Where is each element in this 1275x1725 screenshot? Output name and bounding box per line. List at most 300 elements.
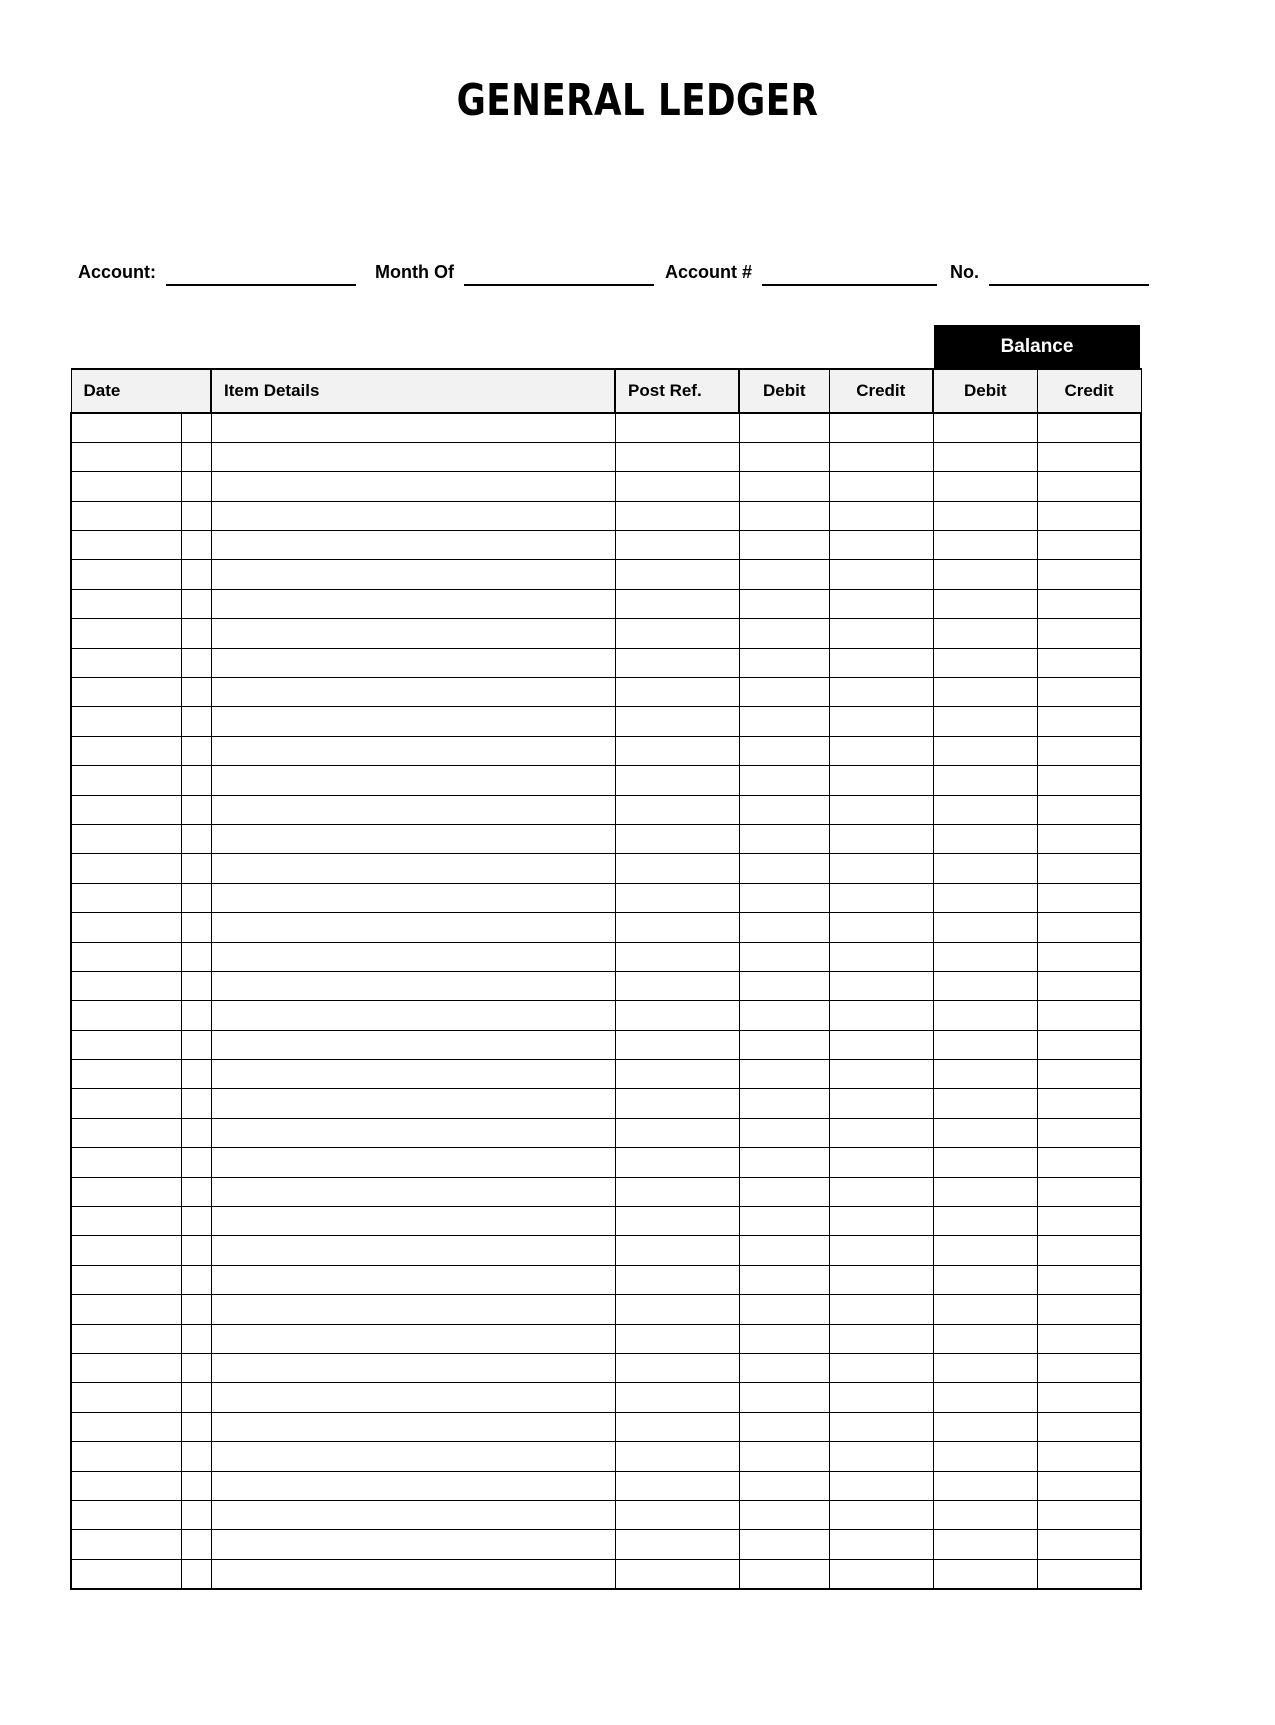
cell-balance-debit[interactable]: [933, 1236, 1037, 1265]
cell-item-details[interactable]: [211, 619, 615, 648]
cell-post-ref[interactable]: [615, 1060, 739, 1089]
cell-balance-credit[interactable]: [1037, 736, 1141, 765]
cell-date-2[interactable]: [181, 1148, 211, 1177]
cell-date-1[interactable]: [71, 589, 181, 618]
cell-credit[interactable]: [829, 1001, 933, 1030]
cell-debit[interactable]: [739, 1089, 829, 1118]
cell-date-2[interactable]: [181, 1236, 211, 1265]
cell-debit[interactable]: [739, 1383, 829, 1412]
cell-date-1[interactable]: [71, 1324, 181, 1353]
cell-balance-debit[interactable]: [933, 1001, 1037, 1030]
cell-balance-debit[interactable]: [933, 560, 1037, 589]
cell-date-2[interactable]: [181, 1207, 211, 1236]
cell-credit[interactable]: [829, 1030, 933, 1059]
cell-balance-debit[interactable]: [933, 1030, 1037, 1059]
cell-post-ref[interactable]: [615, 766, 739, 795]
cell-date-2[interactable]: [181, 1471, 211, 1500]
cell-post-ref[interactable]: [615, 1471, 739, 1500]
cell-item-details[interactable]: [211, 942, 615, 971]
cell-balance-debit[interactable]: [933, 1060, 1037, 1089]
cell-balance-debit[interactable]: [933, 1412, 1037, 1441]
cell-date-1[interactable]: [71, 854, 181, 883]
cell-debit[interactable]: [739, 736, 829, 765]
cell-debit[interactable]: [739, 1295, 829, 1324]
cell-balance-credit[interactable]: [1037, 1354, 1141, 1383]
cell-item-details[interactable]: [211, 1207, 615, 1236]
cell-date-2[interactable]: [181, 1500, 211, 1529]
cell-debit[interactable]: [739, 560, 829, 589]
cell-post-ref[interactable]: [615, 1412, 739, 1441]
cell-balance-debit[interactable]: [933, 1324, 1037, 1353]
cell-date-1[interactable]: [71, 472, 181, 501]
cell-debit[interactable]: [739, 1236, 829, 1265]
cell-date-2[interactable]: [181, 824, 211, 853]
cell-credit[interactable]: [829, 1295, 933, 1324]
cell-balance-credit[interactable]: [1037, 589, 1141, 618]
cell-date-2[interactable]: [181, 531, 211, 560]
cell-credit[interactable]: [829, 1060, 933, 1089]
cell-post-ref[interactable]: [615, 1530, 739, 1559]
cell-date-1[interactable]: [71, 1559, 181, 1588]
cell-date-2[interactable]: [181, 795, 211, 824]
cell-credit[interactable]: [829, 707, 933, 736]
cell-balance-credit[interactable]: [1037, 1060, 1141, 1089]
cell-post-ref[interactable]: [615, 1324, 739, 1353]
cell-post-ref[interactable]: [615, 1442, 739, 1471]
cell-balance-debit[interactable]: [933, 1442, 1037, 1471]
cell-credit[interactable]: [829, 766, 933, 795]
cell-item-details[interactable]: [211, 501, 615, 530]
cell-debit[interactable]: [739, 1030, 829, 1059]
cell-balance-credit[interactable]: [1037, 1412, 1141, 1441]
cell-credit[interactable]: [829, 648, 933, 677]
cell-post-ref[interactable]: [615, 531, 739, 560]
cell-date-1[interactable]: [71, 678, 181, 707]
cell-credit[interactable]: [829, 1354, 933, 1383]
cell-balance-debit[interactable]: [933, 413, 1037, 442]
cell-balance-debit[interactable]: [933, 501, 1037, 530]
cell-post-ref[interactable]: [615, 1148, 739, 1177]
cell-date-1[interactable]: [71, 1383, 181, 1412]
cell-balance-credit[interactable]: [1037, 413, 1141, 442]
cell-date-2[interactable]: [181, 1295, 211, 1324]
cell-balance-debit[interactable]: [933, 1089, 1037, 1118]
cell-credit[interactable]: [829, 1559, 933, 1588]
cell-date-2[interactable]: [181, 501, 211, 530]
cell-date-1[interactable]: [71, 560, 181, 589]
cell-date-2[interactable]: [181, 1559, 211, 1588]
cell-debit[interactable]: [739, 589, 829, 618]
cell-credit[interactable]: [829, 472, 933, 501]
cell-balance-credit[interactable]: [1037, 971, 1141, 1000]
cell-balance-debit[interactable]: [933, 648, 1037, 677]
cell-post-ref[interactable]: [615, 1236, 739, 1265]
cell-debit[interactable]: [739, 795, 829, 824]
cell-balance-debit[interactable]: [933, 942, 1037, 971]
cell-date-1[interactable]: [71, 1177, 181, 1206]
cell-debit[interactable]: [739, 413, 829, 442]
cell-balance-credit[interactable]: [1037, 1471, 1141, 1500]
cell-item-details[interactable]: [211, 442, 615, 471]
cell-balance-debit[interactable]: [933, 766, 1037, 795]
cell-balance-credit[interactable]: [1037, 854, 1141, 883]
cell-item-details[interactable]: [211, 1060, 615, 1089]
cell-balance-debit[interactable]: [933, 1354, 1037, 1383]
cell-balance-debit[interactable]: [933, 678, 1037, 707]
cell-balance-credit[interactable]: [1037, 1530, 1141, 1559]
cell-post-ref[interactable]: [615, 1383, 739, 1412]
cell-debit[interactable]: [739, 1324, 829, 1353]
cell-debit[interactable]: [739, 971, 829, 1000]
cell-balance-credit[interactable]: [1037, 1207, 1141, 1236]
cell-credit[interactable]: [829, 1148, 933, 1177]
cell-debit[interactable]: [739, 648, 829, 677]
cell-date-1[interactable]: [71, 1412, 181, 1441]
cell-date-2[interactable]: [181, 913, 211, 942]
cell-date-1[interactable]: [71, 736, 181, 765]
cell-item-details[interactable]: [211, 1354, 615, 1383]
cell-balance-credit[interactable]: [1037, 619, 1141, 648]
cell-balance-credit[interactable]: [1037, 1383, 1141, 1412]
cell-item-details[interactable]: [211, 707, 615, 736]
cell-date-2[interactable]: [181, 766, 211, 795]
cell-post-ref[interactable]: [615, 1118, 739, 1147]
cell-credit[interactable]: [829, 589, 933, 618]
cell-credit[interactable]: [829, 1207, 933, 1236]
cell-debit[interactable]: [739, 913, 829, 942]
cell-balance-debit[interactable]: [933, 1295, 1037, 1324]
cell-credit[interactable]: [829, 501, 933, 530]
cell-date-1[interactable]: [71, 1001, 181, 1030]
cell-balance-debit[interactable]: [933, 1530, 1037, 1559]
cell-credit[interactable]: [829, 1412, 933, 1441]
cell-balance-debit[interactable]: [933, 1207, 1037, 1236]
cell-credit[interactable]: [829, 531, 933, 560]
cell-date-1[interactable]: [71, 1236, 181, 1265]
cell-debit[interactable]: [739, 1060, 829, 1089]
cell-item-details[interactable]: [211, 1442, 615, 1471]
cell-date-2[interactable]: [181, 736, 211, 765]
cell-date-2[interactable]: [181, 1324, 211, 1353]
cell-balance-debit[interactable]: [933, 1148, 1037, 1177]
cell-date-2[interactable]: [181, 971, 211, 1000]
no-field[interactable]: [950, 252, 1149, 286]
cell-item-details[interactable]: [211, 824, 615, 853]
cell-debit[interactable]: [739, 472, 829, 501]
cell-credit[interactable]: [829, 883, 933, 912]
cell-date-1[interactable]: [71, 883, 181, 912]
cell-debit[interactable]: [739, 1177, 829, 1206]
cell-debit[interactable]: [739, 1148, 829, 1177]
cell-debit[interactable]: [739, 1412, 829, 1441]
cell-date-1[interactable]: [71, 413, 181, 442]
cell-credit[interactable]: [829, 560, 933, 589]
cell-item-details[interactable]: [211, 560, 615, 589]
cell-credit[interactable]: [829, 619, 933, 648]
cell-date-2[interactable]: [181, 472, 211, 501]
cell-balance-credit[interactable]: [1037, 442, 1141, 471]
cell-item-details[interactable]: [211, 736, 615, 765]
cell-date-2[interactable]: [181, 413, 211, 442]
cell-balance-credit[interactable]: [1037, 1030, 1141, 1059]
cell-item-details[interactable]: [211, 766, 615, 795]
cell-balance-debit[interactable]: [933, 1500, 1037, 1529]
cell-credit[interactable]: [829, 824, 933, 853]
cell-date-1[interactable]: [71, 795, 181, 824]
cell-date-2[interactable]: [181, 1412, 211, 1441]
cell-credit[interactable]: [829, 1324, 933, 1353]
cell-date-2[interactable]: [181, 942, 211, 971]
cell-post-ref[interactable]: [615, 707, 739, 736]
cell-credit[interactable]: [829, 1500, 933, 1529]
cell-debit[interactable]: [739, 883, 829, 912]
cell-post-ref[interactable]: [615, 678, 739, 707]
cell-credit[interactable]: [829, 1471, 933, 1500]
cell-item-details[interactable]: [211, 1177, 615, 1206]
cell-date-2[interactable]: [181, 648, 211, 677]
cell-balance-credit[interactable]: [1037, 1442, 1141, 1471]
cell-post-ref[interactable]: [615, 736, 739, 765]
cell-credit[interactable]: [829, 1089, 933, 1118]
cell-post-ref[interactable]: [615, 1295, 739, 1324]
cell-post-ref[interactable]: [615, 472, 739, 501]
cell-date-2[interactable]: [181, 1265, 211, 1294]
cell-item-details[interactable]: [211, 883, 615, 912]
cell-balance-credit[interactable]: [1037, 795, 1141, 824]
cell-date-1[interactable]: [71, 1030, 181, 1059]
month-of-field[interactable]: [375, 252, 654, 286]
cell-date-2[interactable]: [181, 442, 211, 471]
cell-item-details[interactable]: [211, 1559, 615, 1588]
cell-debit[interactable]: [739, 766, 829, 795]
cell-balance-credit[interactable]: [1037, 1559, 1141, 1588]
cell-balance-credit[interactable]: [1037, 1118, 1141, 1147]
cell-credit[interactable]: [829, 736, 933, 765]
cell-debit[interactable]: [739, 1354, 829, 1383]
cell-debit[interactable]: [739, 678, 829, 707]
cell-post-ref[interactable]: [615, 971, 739, 1000]
cell-post-ref[interactable]: [615, 413, 739, 442]
cell-debit[interactable]: [739, 1265, 829, 1294]
cell-balance-debit[interactable]: [933, 824, 1037, 853]
cell-post-ref[interactable]: [615, 501, 739, 530]
cell-post-ref[interactable]: [615, 824, 739, 853]
cell-debit[interactable]: [739, 619, 829, 648]
cell-post-ref[interactable]: [615, 883, 739, 912]
cell-date-1[interactable]: [71, 648, 181, 677]
cell-date-2[interactable]: [181, 1030, 211, 1059]
cell-post-ref[interactable]: [615, 795, 739, 824]
cell-balance-credit[interactable]: [1037, 942, 1141, 971]
cell-date-1[interactable]: [71, 971, 181, 1000]
cell-credit[interactable]: [829, 795, 933, 824]
cell-item-details[interactable]: [211, 1295, 615, 1324]
cell-date-2[interactable]: [181, 854, 211, 883]
cell-credit[interactable]: [829, 413, 933, 442]
cell-post-ref[interactable]: [615, 619, 739, 648]
cell-balance-credit[interactable]: [1037, 824, 1141, 853]
cell-balance-credit[interactable]: [1037, 1295, 1141, 1324]
cell-credit[interactable]: [829, 1265, 933, 1294]
cell-credit[interactable]: [829, 913, 933, 942]
cell-item-details[interactable]: [211, 795, 615, 824]
cell-date-2[interactable]: [181, 883, 211, 912]
cell-date-1[interactable]: [71, 442, 181, 471]
cell-debit[interactable]: [739, 1118, 829, 1147]
cell-date-1[interactable]: [71, 1118, 181, 1147]
cell-balance-debit[interactable]: [933, 619, 1037, 648]
cell-date-2[interactable]: [181, 589, 211, 618]
cell-item-details[interactable]: [211, 1089, 615, 1118]
cell-item-details[interactable]: [211, 1530, 615, 1559]
cell-credit[interactable]: [829, 1442, 933, 1471]
cell-balance-debit[interactable]: [933, 795, 1037, 824]
cell-debit[interactable]: [739, 942, 829, 971]
cell-post-ref[interactable]: [615, 1030, 739, 1059]
cell-date-2[interactable]: [181, 1001, 211, 1030]
cell-item-details[interactable]: [211, 1471, 615, 1500]
cell-balance-debit[interactable]: [933, 854, 1037, 883]
cell-date-2[interactable]: [181, 1089, 211, 1118]
cell-balance-credit[interactable]: [1037, 1265, 1141, 1294]
cell-date-1[interactable]: [71, 707, 181, 736]
cell-debit[interactable]: [739, 501, 829, 530]
cell-post-ref[interactable]: [615, 1500, 739, 1529]
cell-debit[interactable]: [739, 531, 829, 560]
cell-debit[interactable]: [739, 1442, 829, 1471]
cell-date-1[interactable]: [71, 1500, 181, 1529]
cell-credit[interactable]: [829, 442, 933, 471]
cell-date-1[interactable]: [71, 1089, 181, 1118]
cell-debit[interactable]: [739, 824, 829, 853]
cell-balance-credit[interactable]: [1037, 1177, 1141, 1206]
cell-balance-debit[interactable]: [933, 531, 1037, 560]
cell-debit[interactable]: [739, 707, 829, 736]
cell-balance-debit[interactable]: [933, 1559, 1037, 1588]
cell-post-ref[interactable]: [615, 854, 739, 883]
cell-balance-credit[interactable]: [1037, 560, 1141, 589]
cell-post-ref[interactable]: [615, 589, 739, 618]
cell-debit[interactable]: [739, 1001, 829, 1030]
cell-date-1[interactable]: [71, 1354, 181, 1383]
cell-item-details[interactable]: [211, 678, 615, 707]
cell-balance-credit[interactable]: [1037, 472, 1141, 501]
cell-date-2[interactable]: [181, 707, 211, 736]
cell-post-ref[interactable]: [615, 1177, 739, 1206]
cell-item-details[interactable]: [211, 1030, 615, 1059]
cell-credit[interactable]: [829, 678, 933, 707]
cell-date-1[interactable]: [71, 913, 181, 942]
cell-balance-credit[interactable]: [1037, 1324, 1141, 1353]
cell-credit[interactable]: [829, 1236, 933, 1265]
cell-post-ref[interactable]: [615, 942, 739, 971]
cell-item-details[interactable]: [211, 1412, 615, 1441]
cell-item-details[interactable]: [211, 1324, 615, 1353]
cell-debit[interactable]: [739, 1530, 829, 1559]
cell-item-details[interactable]: [211, 913, 615, 942]
cell-post-ref[interactable]: [615, 1089, 739, 1118]
account-number-field[interactable]: [665, 252, 937, 286]
cell-date-1[interactable]: [71, 531, 181, 560]
cell-date-1[interactable]: [71, 1471, 181, 1500]
cell-date-2[interactable]: [181, 619, 211, 648]
cell-balance-debit[interactable]: [933, 472, 1037, 501]
cell-balance-debit[interactable]: [933, 736, 1037, 765]
cell-balance-debit[interactable]: [933, 1265, 1037, 1294]
cell-balance-credit[interactable]: [1037, 766, 1141, 795]
cell-balance-credit[interactable]: [1037, 707, 1141, 736]
cell-date-1[interactable]: [71, 1295, 181, 1324]
cell-balance-credit[interactable]: [1037, 1236, 1141, 1265]
cell-credit[interactable]: [829, 1177, 933, 1206]
cell-balance-credit[interactable]: [1037, 648, 1141, 677]
cell-post-ref[interactable]: [615, 913, 739, 942]
account-number-input-line[interactable]: [762, 260, 937, 286]
cell-post-ref[interactable]: [615, 1207, 739, 1236]
cell-item-details[interactable]: [211, 1265, 615, 1294]
cell-date-2[interactable]: [181, 1530, 211, 1559]
cell-item-details[interactable]: [211, 971, 615, 1000]
cell-item-details[interactable]: [211, 1118, 615, 1147]
cell-date-2[interactable]: [181, 1354, 211, 1383]
cell-date-2[interactable]: [181, 1442, 211, 1471]
cell-date-1[interactable]: [71, 1207, 181, 1236]
cell-item-details[interactable]: [211, 1500, 615, 1529]
cell-balance-debit[interactable]: [933, 589, 1037, 618]
cell-balance-credit[interactable]: [1037, 913, 1141, 942]
cell-post-ref[interactable]: [615, 1559, 739, 1588]
cell-item-details[interactable]: [211, 1236, 615, 1265]
cell-post-ref[interactable]: [615, 1354, 739, 1383]
cell-date-2[interactable]: [181, 1118, 211, 1147]
cell-post-ref[interactable]: [615, 648, 739, 677]
cell-balance-debit[interactable]: [933, 1118, 1037, 1147]
cell-debit[interactable]: [739, 1471, 829, 1500]
cell-date-2[interactable]: [181, 1177, 211, 1206]
cell-item-details[interactable]: [211, 589, 615, 618]
cell-balance-debit[interactable]: [933, 971, 1037, 1000]
cell-item-details[interactable]: [211, 854, 615, 883]
cell-credit[interactable]: [829, 942, 933, 971]
cell-item-details[interactable]: [211, 1383, 615, 1412]
cell-date-1[interactable]: [71, 942, 181, 971]
cell-date-2[interactable]: [181, 678, 211, 707]
cell-item-details[interactable]: [211, 531, 615, 560]
cell-date-1[interactable]: [71, 619, 181, 648]
cell-balance-debit[interactable]: [933, 883, 1037, 912]
no-input-line[interactable]: [989, 260, 1149, 286]
cell-date-1[interactable]: [71, 1148, 181, 1177]
cell-item-details[interactable]: [211, 1001, 615, 1030]
cell-balance-debit[interactable]: [933, 1177, 1037, 1206]
cell-debit[interactable]: [739, 854, 829, 883]
cell-date-1[interactable]: [71, 501, 181, 530]
cell-balance-credit[interactable]: [1037, 1148, 1141, 1177]
cell-date-1[interactable]: [71, 1265, 181, 1294]
cell-credit[interactable]: [829, 1118, 933, 1147]
account-input-line[interactable]: [166, 260, 356, 286]
cell-date-2[interactable]: [181, 1383, 211, 1412]
cell-credit[interactable]: [829, 854, 933, 883]
cell-balance-debit[interactable]: [933, 913, 1037, 942]
cell-credit[interactable]: [829, 971, 933, 1000]
cell-balance-credit[interactable]: [1037, 678, 1141, 707]
cell-balance-debit[interactable]: [933, 707, 1037, 736]
cell-post-ref[interactable]: [615, 1001, 739, 1030]
cell-debit[interactable]: [739, 1207, 829, 1236]
cell-item-details[interactable]: [211, 413, 615, 442]
cell-balance-credit[interactable]: [1037, 531, 1141, 560]
